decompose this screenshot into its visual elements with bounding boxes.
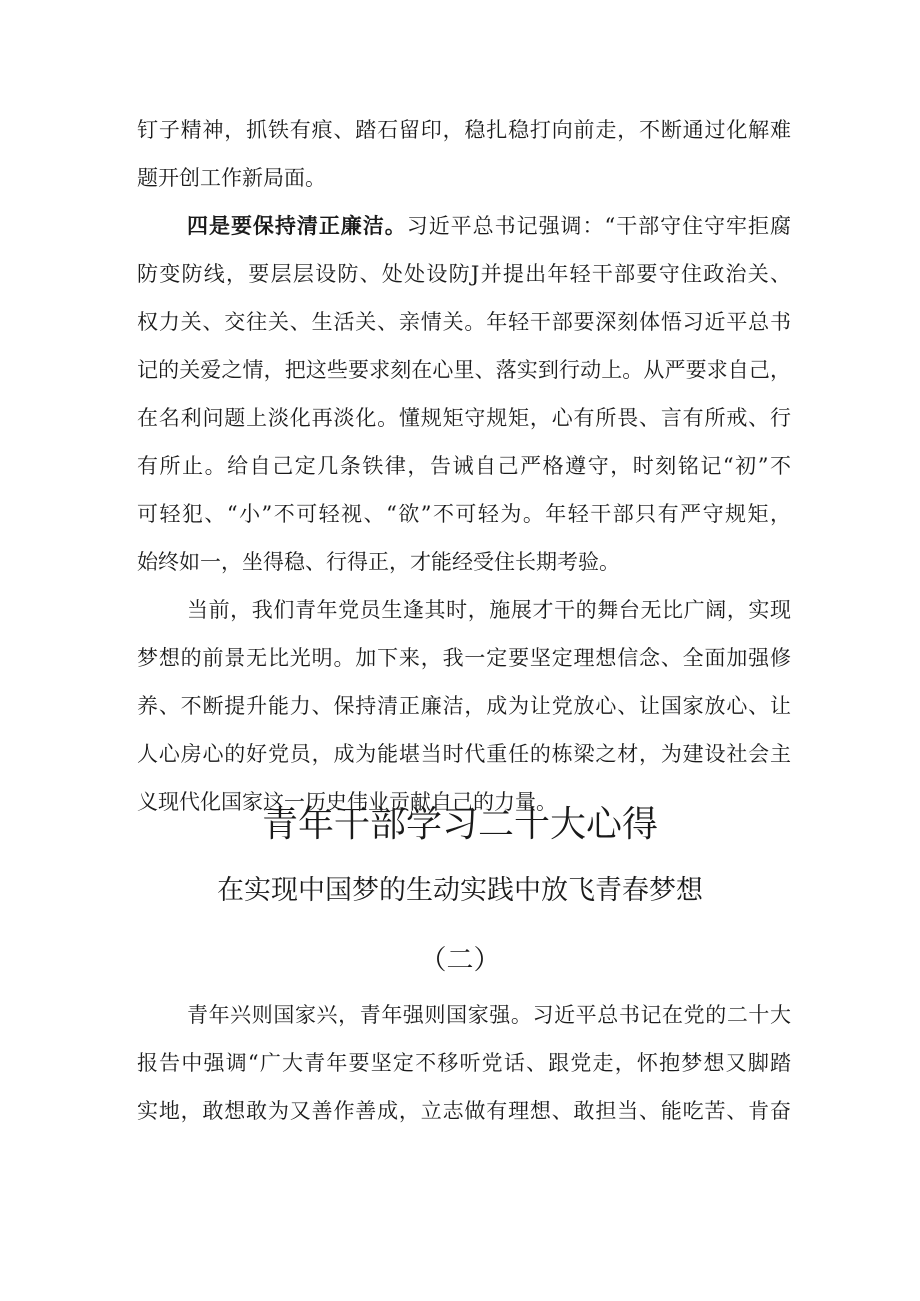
paragraph-line: 青年兴则国家兴，青年强则国家强。习近平总书记在党的二十大	[187, 1003, 791, 1027]
paragraph-line: 养、不断提升能力、保持清正廉洁，成为让党放心、让国家放心、让	[137, 694, 791, 718]
body-text-top	[137, 106, 791, 826]
paragraph-line: 钉子精神，抓铁有痕、踏石留印，稳扎稳打向前走，不断通过化解难	[137, 118, 791, 142]
body-text-bottom	[137, 991, 791, 1135]
bold-lead: 四是要保持清正廉洁。	[187, 213, 407, 238]
paragraph-line: 当前，我们青年党员生逢其时，施展才干的舞台无比广阔，实现	[187, 598, 791, 622]
paragraph-line: 人心房心的好党员，成为能堪当时代重任的栋梁之材，为建设社会主	[137, 742, 791, 766]
paragraph-line: 实地，敢想敢为又善作善成，立志做有理想、敢担当、能吃苦、肯奋	[137, 1099, 791, 1123]
paragraph-line: 记的关爱之情，把这些要求刻在心里、落实到行动上。从严要求自己，	[137, 358, 791, 382]
paragraph-line: 义现代化国家这一历史伟业贡献自己的力量。	[137, 790, 557, 814]
document-subtitle: 在实现中国梦的生动实践中放飞青春梦想	[217, 875, 703, 906]
paragraph-line	[137, 202, 791, 250]
section-number: （二）	[419, 945, 501, 976]
paragraph-line: 有所止。给自己定几条铁律，告诫自己严格遵守，时刻铭记“初”不	[137, 454, 791, 478]
paragraph-line: 始终如一，坐得稳、行得正，才能经受住长期考验。	[137, 550, 620, 574]
paragraph-line: 可轻犯、“小”不可轻视、“欲”不可轻为。年轻干部只有严守规矩，	[137, 502, 791, 526]
paragraph-line: 报告中强调“广大青年要坚定不移听党话、跟党走，怀抱梦想又脚踏	[137, 1051, 791, 1075]
paragraph-line: 梦想的前景无比光明。加下来，我一定要坚定理想信念、全面加强修	[137, 646, 791, 670]
paragraph-line: 题开创工作新局面。	[137, 166, 326, 190]
paragraph-line: 权力关、交往关、生活关、亲情关。年轻干部要深刻体悟习近平总书	[137, 310, 791, 334]
paragraph-text: 习近平总书记强调：“干部守住守牢拒腐	[406, 214, 792, 238]
document-title: 青年干部学习二十大心得	[261, 804, 658, 845]
paragraph-line: 在名利问题上淡化再淡化。懂规矩守规矩，心有所畏、言有所戒、行	[137, 406, 791, 430]
paragraph-line: 防变防线，要层层设防、处处设防J并提出年轻干部要守住政治关、	[137, 262, 791, 286]
